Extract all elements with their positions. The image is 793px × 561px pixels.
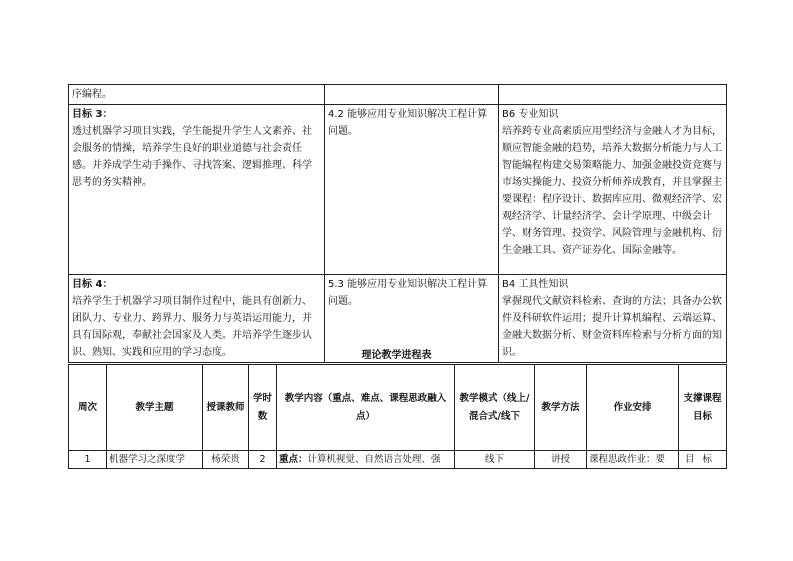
goal-title: 目标 3：	[72, 109, 113, 120]
cell-teacher: 杨荣贵	[203, 451, 249, 469]
knowledge-text: 培养跨专业高素质应用型经济与金融人才为目标，顺应智能金融的趋势，培养大数据分析能力与人工智能编程构建交易策略能力、加强金融投资竞赛与市场实操能力、投资分析师养成教育，并且掌握主要课程：程序设计、数据库应用、微观经济学、宏观经济学、计量经济学、会计学原理、中级会计学、财务管理、投资学、风险管理与金融机构、衍生金融工具、资产证券化、国际金融等。	[502, 126, 722, 256]
goal-text-cell	[69, 105, 325, 275]
knowledge-text: 掌握现代文献资料检索、查询的方法；具备办公软件及科研软件运用；提升计算机编程、云端运算、金融大数据分析、财金资料库检索与分析方面的知识。	[502, 296, 722, 358]
header-homework: 作业安排	[587, 365, 679, 451]
header-week: 周次	[69, 365, 107, 451]
header-topic: 教学主题	[107, 365, 203, 451]
indicator-text: 5.3 能够应用专业知识解决工程计算问题。	[328, 279, 488, 307]
cell-content	[277, 451, 455, 469]
knowledge-cell	[499, 85, 727, 105]
schedule-title: 理论教学进程表	[361, 350, 432, 361]
indicator-cell	[325, 85, 499, 105]
header-teacher: 授课教师	[203, 365, 249, 451]
course-goals-table	[68, 84, 727, 363]
header-target: 支撑课程目标	[679, 365, 727, 451]
table-row	[69, 451, 727, 469]
content-text: 计算机视觉、自然语言处理、强	[307, 453, 441, 465]
goal-text: 培养学生于机器学习项目制作过程中，能具有创新力、团队力、专业力、跨界力、服务力与英语运用能力，并具有国际观，奉献社会国家及人类。并培养学生逐步认识、熟知、实践和应用的学习态度。	[72, 296, 312, 358]
content-label: 重点：	[279, 453, 308, 465]
cell-week: 1	[69, 451, 107, 469]
knowledge-title: B6 专业知识	[502, 109, 559, 120]
cell-mode: 线下	[455, 451, 535, 469]
cell-homework: 课程思政作业：要	[587, 451, 679, 469]
goal-text: 透过机器学习项目实践，学生能提升学生人文素养、社会服务的情操，培养学生良好的职业道德与社会责任感。并养成学生动手操作、寻找答案、逻辑推理、科学思考的务实精神。	[72, 126, 312, 188]
indicator-text: 4.2 能够应用专业知识解决工程计算问题。	[328, 109, 488, 137]
goal-text-cell	[69, 85, 325, 105]
table-row	[69, 85, 727, 105]
header-content: 教学内容（重点、难点、课程思政融入点）	[277, 365, 455, 451]
goal-text: 序编程。	[72, 89, 112, 100]
indicator-cell	[325, 105, 499, 275]
header-method: 教学方法	[535, 365, 587, 451]
table-row	[69, 105, 727, 275]
cell-hours: 2	[249, 451, 277, 469]
teaching-schedule-table	[68, 364, 727, 469]
cell-target: 目标	[679, 451, 727, 469]
cell-method: 讲授	[535, 451, 587, 469]
cell-topic: 机器学习之深度学	[107, 451, 203, 469]
goal-title: 目标 4：	[72, 279, 113, 290]
table-header-row	[69, 365, 727, 451]
knowledge-title: B4 工具性知识	[502, 279, 569, 290]
knowledge-cell	[499, 105, 727, 275]
header-mode: 教学模式（线上/混合式/线下	[455, 365, 535, 451]
header-hours: 学时数	[249, 365, 277, 451]
